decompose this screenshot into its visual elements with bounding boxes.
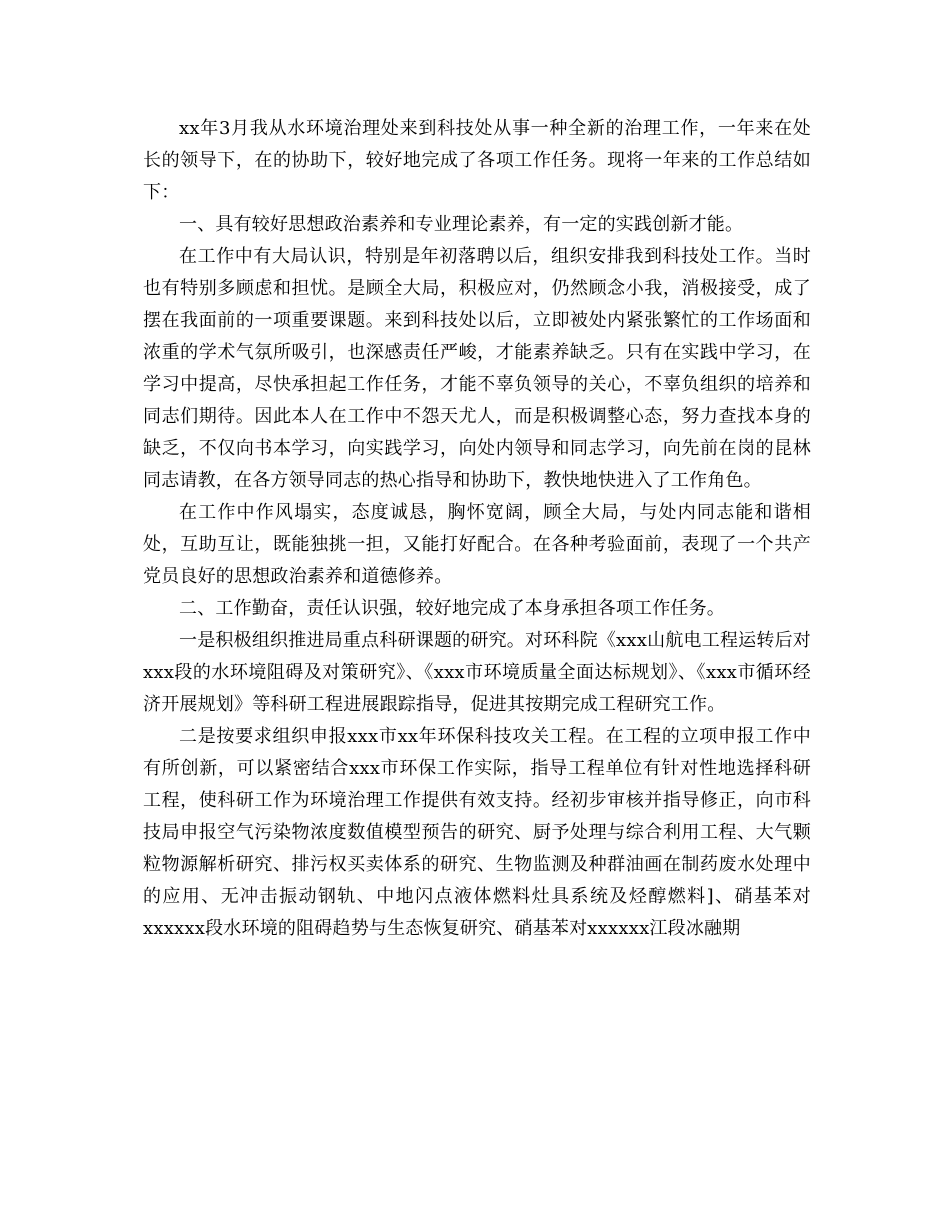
- paragraph-body-2: 在工作中作风塌实，态度诚恳，胸怀宽阔，顾全大局，与处内同志能和谐相处，互助互让，既能独挑一担，又能打好配合。在各种考验面前，表现了一个共产党员良好的思想政治素养和道德修养。: [143, 502, 811, 587]
- paragraph-intro: xx年3月我从水环境治理处来到科技处从事一种全新的治理工作，一年来在处长的领导下，在的协助下，较好地完成了各项工作任务。现将一年来的工作总结如下：: [143, 118, 811, 203]
- paragraph-heading-2: 二、工作勤奋，责任认识强，较好地完成了本身承担各项工作任务。: [179, 598, 725, 619]
- paragraph-body-4: 二是按要求组织申报xxx市xx年环保科技攻关工程。在工程的立项申报工作中有所创新，可以紧密结合xxx市环保工作实际，指导工程单位有针对性地选择科研工程，使科研工作为环境治理工作提供有效支持。经初步审核并指导修正，向市科技局申报空气污染物浓度数值模型预告的研究、厨予处理与综合利用工程、大气颗粒物源解析研究、排污权买卖体系的研究、生物监测及种群油画在制药废水处理中的应用、无冲击振动钢轨、中地闪点液体燃料灶具系统及烃醇燃料]、硝基苯对xxxxxx段水环境的阻碍趋势与生态恢复研究、硝基苯对xxxxxx江段冰融期: [143, 726, 811, 939]
- document-body: [143, 113, 811, 945]
- paragraph-body-1: 在工作中有大局认识，特别是年初落聘以后，组织安排我到科技处工作。当时也有特别多顾虑和担忧。是顾全大局，积极应对，仍然顾念小我，消极接受，成了摆在我面前的一项重要课题。来到科技处以后，立即被处内紧张繁忙的工作场面和浓重的学术气氛所吸引，也深感责任严峻，才能素养缺乏。只有在实践中学习，在学习中提高，尽快承担起工作任务，才能不辜负领导的关心，不辜负组织的培养和同志们期待。因此本人在工作中不怨天尤人，而是积极调整心态，努力查找本身的缺乏，不仅向书本学习，向实践学习，向处内领导和同志学习，向先前在岗的昆林同志请教，在各方领导同志的热心指导和协助下，教快地快进入了工作角色。: [143, 246, 811, 491]
- paragraph-heading-1: 一、具有较好思想政治素养和专业理论素养，有一定的实践创新才能。: [179, 214, 744, 235]
- paragraph-body-3: 一是积极组织推进局重点科研课题的研究。对环科院《xxx山航电工程运转后对xxx段的水环境阻碍及对策研究》、《xxx市环境质量全面达标规划》、《xxx市循环经济开展规划》等科研工程进展跟踪指导，促进其按期完成工程研究工作。: [143, 630, 811, 715]
